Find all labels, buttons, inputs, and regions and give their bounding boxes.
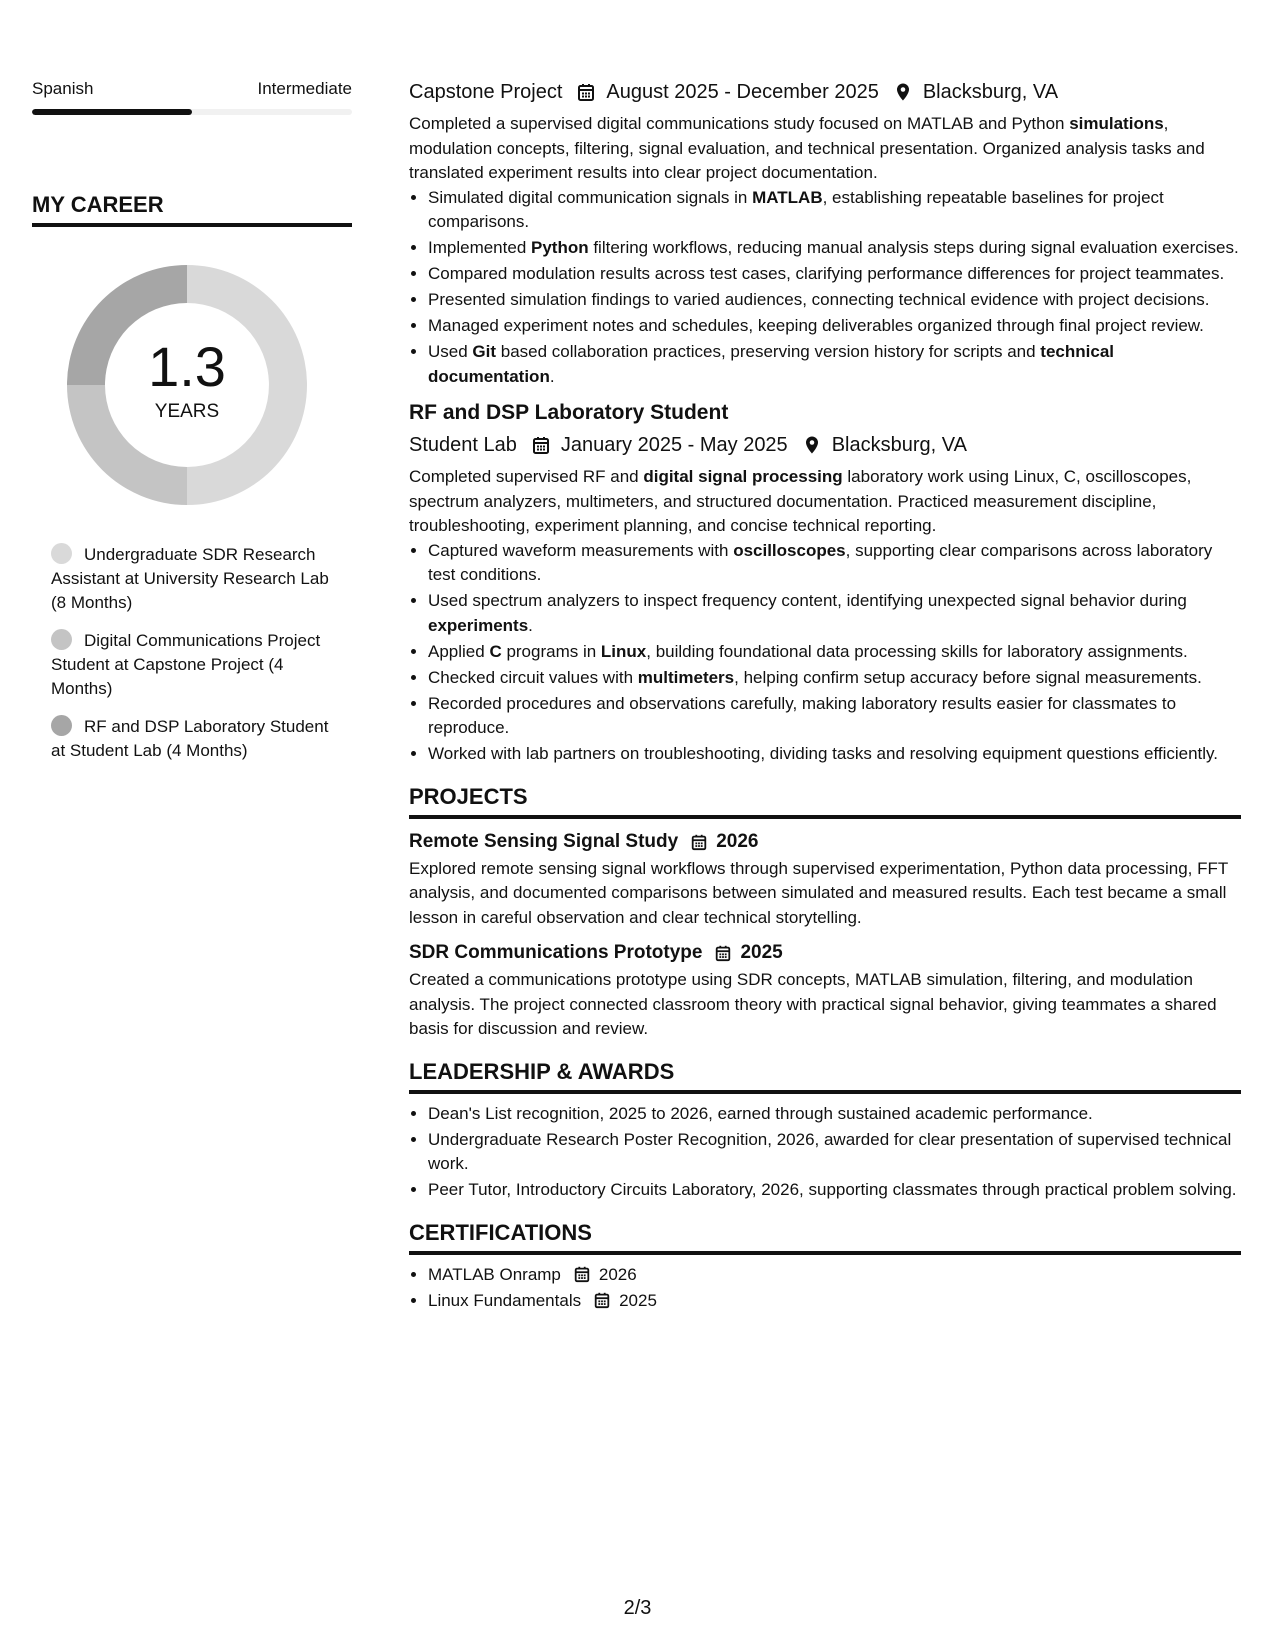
text-run: , supporting clear comparisons across laboratory test conditions.: [428, 540, 1213, 584]
experience-bullets: [409, 186, 1241, 390]
text-run: Captured waveform measurements with: [428, 540, 734, 560]
language-level: Intermediate: [257, 79, 352, 98]
certifications-section-title: CERTIFICATIONS: [409, 1219, 1241, 1255]
bold-text: multimeters: [637, 667, 735, 687]
bullet-item: [428, 186, 1241, 235]
experience-capstone: [409, 78, 1241, 389]
text-run: Checked circuit values with: [428, 667, 638, 687]
legend-dot-icon: [51, 629, 72, 650]
career-legend-text: RF and DSP Laboratory Student at Student Lab (4 Months): [51, 717, 329, 760]
text-run: Completed a supervised digital communications study focused on MATLAB and Python: [409, 114, 1070, 133]
experience-bullets: [409, 539, 1241, 767]
bullet-item: [428, 236, 1241, 261]
leadership-item: • Undergraduate Research Poster Recognition, 2026, awarded for clear presentation of supervised technical work.: [428, 1128, 1241, 1177]
experience-meta: [409, 78, 1241, 106]
bold-text: oscilloscopes: [733, 540, 846, 560]
text-run: .: [549, 366, 555, 386]
project-description: Explored remote sensing signal workflows through supervised experimentation, Python data processing, FFT analysis, and documented comparisons between simulated and measured results. Each test became a small lesson in careful observation and clear technical storytelling.: [409, 858, 1228, 927]
text-run: Compared modulation results across test cases, clarifying performance differences for project teammates.: [428, 264, 1225, 283]
project-name: Remote Sensing Signal Study: [409, 830, 679, 852]
career-donut-chart: [67, 265, 307, 505]
project-name: SDR Communications Prototype: [409, 942, 703, 963]
certifications-list: [409, 1263, 1241, 1314]
certification-year: 2026: [598, 1264, 637, 1284]
text-run: Implemented: [428, 238, 531, 257]
project-item: [409, 940, 1241, 1042]
bold-text: digital signal processing: [643, 467, 843, 486]
experience-location: Blacksburg, VA: [831, 434, 967, 456]
text-run: , establishing repeatable baselines for project comparisons.: [428, 187, 1164, 231]
career-legend-item: [51, 629, 331, 701]
bullet-item: [428, 640, 1241, 665]
text-run: Used: [428, 342, 473, 361]
projects-section-title: PROJECTS: [409, 783, 1241, 819]
experience-org: Student Lab: [409, 434, 517, 456]
text-run: .: [528, 615, 533, 635]
certification-name: MATLAB Onramp: [428, 1264, 561, 1284]
bold-text: technical documentation: [428, 342, 1114, 386]
legend-dot-icon: [51, 543, 72, 564]
text-run: based collaboration practices, preserving version history for scripts and: [496, 342, 1041, 361]
experience-location: Blacksburg, VA: [922, 81, 1059, 103]
text-run: Managed experiment notes and schedules, keeping deliverables organized through final project review.: [428, 316, 1204, 335]
certification-item: [428, 1289, 1241, 1314]
text-run: , modulation concepts, filtering, signal evaluation, and technical presentation. Organized analysis tasks and translated experiment results into clear project documentation.: [409, 114, 1205, 182]
leadership-list: [409, 1102, 1241, 1203]
experience-rf-lab: [409, 399, 1241, 767]
bullet-item: [428, 539, 1241, 588]
project-year: 2026: [716, 830, 759, 852]
career-legend-item: [51, 543, 331, 615]
experience-summary: [409, 465, 1241, 539]
certification-name: Linux Fundamentals: [428, 1290, 582, 1310]
leadership-item: • Peer Tutor, Introductory Circuits Laboratory, 2026, supporting classmates through practical problem solving.: [428, 1178, 1241, 1203]
bullet-item: [428, 288, 1241, 313]
bullet-item: [428, 314, 1241, 339]
bold-text: Linux: [600, 641, 647, 661]
bold-text: MATLAB: [752, 187, 823, 207]
career-legend: [32, 543, 352, 763]
text-run: Applied: [428, 641, 490, 661]
calendar-icon: [690, 833, 708, 851]
experience-dates: August 2025 - December 2025: [606, 81, 879, 103]
career-legend-item: [51, 715, 331, 763]
career-legend-text: Undergraduate SDR Research Assistant at University Research Lab (8 Months): [51, 545, 329, 612]
project-item: [409, 829, 1241, 931]
certification-item: [428, 1263, 1241, 1288]
bold-text: Git: [472, 342, 497, 361]
text-run: filtering workflows, reducing manual analysis steps during signal evaluation exercises.: [588, 238, 1239, 257]
career-legend-text: Digital Communications Project Student at Capstone Project (4 Months): [51, 631, 321, 698]
career-section-title: MY CAREER: [32, 191, 352, 227]
language-skill: [32, 78, 352, 115]
bullet-item: [428, 742, 1241, 767]
project-title: [409, 940, 1241, 966]
text-run: Completed supervised RF and: [409, 467, 644, 486]
page-number: 2/3: [623, 1597, 652, 1619]
career-total-unit: YEARS: [154, 401, 220, 422]
text-run: Presented simulation findings to varied audiences, connecting technical evidence with project decisions.: [428, 290, 1210, 309]
text-run: laboratory work using Linux, C, oscilloscopes, spectrum analyzers, multimeters, and structured documentation. Practiced measurement discipline, troubleshooting, experiment planning, and concise technical reporting.: [409, 467, 1192, 535]
career-total-number: 1.3: [148, 335, 226, 398]
bullet-item: [428, 340, 1241, 389]
experience-dates: January 2025 - May 2025: [560, 434, 788, 456]
text-run: programs in: [501, 641, 601, 661]
text-run: Used spectrum analyzers to inspect frequency content, identifying unexpected signal behavior during: [428, 591, 1187, 610]
bold-text: simulations: [1069, 114, 1164, 133]
certification-year: 2025: [619, 1290, 657, 1310]
text-run: Recorded procedures and observations carefully, making laboratory results easier for classmates to reproduce.: [428, 693, 1177, 737]
text-run: Worked with lab partners on troubleshooting, dividing tasks and resolving equipment questions efficiently.: [428, 744, 1219, 763]
language-proficiency-bar: [32, 109, 352, 115]
bullet-item: [428, 692, 1241, 741]
experience-title: RF and DSP Laboratory Student: [409, 401, 729, 424]
bullet-item: [428, 666, 1241, 691]
calendar-icon: [531, 435, 551, 455]
experience-meta: [409, 431, 1241, 459]
experience-org: Capstone Project: [409, 81, 563, 103]
text-run: , helping confirm setup accuracy before signal measurements.: [734, 667, 1202, 687]
location-pin-icon: [893, 82, 913, 102]
calendar-icon: [576, 82, 596, 102]
main-content: [409, 78, 1241, 1315]
location-pin-icon: [802, 435, 822, 455]
calendar-icon: [714, 944, 732, 962]
legend-dot-icon: [51, 715, 72, 736]
text-run: , building foundational data processing skills for laboratory assignments.: [646, 641, 1188, 661]
project-description: Created a communications prototype using SDR concepts, MATLAB simulation, filtering, and modulation analysis. The project connected classroom theory with practical signal behavior, giving teammates a shared basis for discussion and review.: [409, 970, 1217, 1038]
calendar-icon: [593, 1291, 611, 1309]
leadership-item: • Dean's List recognition, 2025 to 2026, earned through sustained academic performance.: [428, 1102, 1241, 1127]
language-proficiency-fill: [32, 109, 192, 115]
bold-text: experiments: [428, 615, 529, 635]
bold-text: Python: [531, 238, 589, 257]
bullet-item: [428, 589, 1241, 638]
text-run: Simulated digital communication signals in: [428, 187, 753, 207]
calendar-icon: [573, 1265, 591, 1283]
bullet-item: [428, 262, 1241, 287]
sidebar: [32, 78, 352, 777]
project-title: [409, 829, 1241, 855]
bold-text: C: [489, 641, 502, 661]
experience-summary: [409, 112, 1241, 186]
leadership-section-title: LEADERSHIP & AWARDS: [409, 1058, 1241, 1094]
project-year: 2025: [740, 942, 783, 963]
language-name: Spanish: [32, 79, 94, 98]
